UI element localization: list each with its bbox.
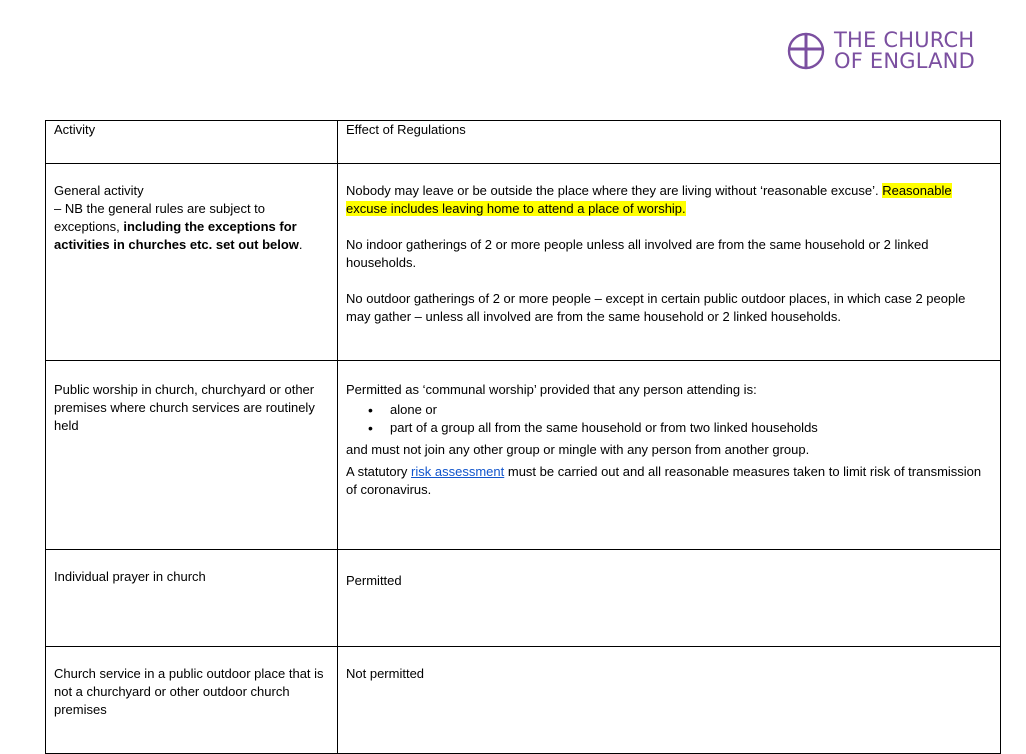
header-effect: Effect of Regulations <box>338 121 1001 164</box>
table-row <box>46 361 1001 550</box>
regulations-table <box>45 120 1001 754</box>
activity-cell: Church service in a public outdoor place that is not a churchyard or other outdoor church premises <box>46 647 338 754</box>
table-row <box>46 164 1001 361</box>
logo-line-2: OF ENGLAND <box>834 49 975 73</box>
effect-cell <box>338 164 1001 361</box>
activity-cell <box>46 164 338 361</box>
condition-list <box>346 401 992 437</box>
statutory-prefix: A statutory <box>346 464 412 479</box>
table-row <box>46 550 1001 647</box>
cross-circle-icon <box>786 31 826 71</box>
activity-cell: Public worship in church, churchyard or other premises where church services are routinely held <box>46 361 338 550</box>
effect-paragraph-3: No outdoor gatherings of 2 or more people – except in certain public outdoor places, in which case 2 people may gather – unless all involved are from the same household or 2 linked households. <box>346 291 966 324</box>
effect-statutory <box>346 463 992 499</box>
statutory-suffix: must be carried out and all reasonable measures taken to limit risk of transmission of coronavirus. <box>346 464 982 497</box>
church-of-england-logo <box>786 28 975 74</box>
effect-intro: Permitted as ‘communal worship’ provided that any person attending is: <box>346 382 757 397</box>
list-item: • part of a group all from the same household or from two linked households <box>390 419 992 437</box>
effect-paragraph-1 <box>346 182 992 218</box>
activity-title: General activity <box>54 183 144 198</box>
activity-note <box>54 200 329 254</box>
effect-paragraph-2: No indoor gatherings of 2 or more people unless all involved are from the same household or 2 linked households. <box>346 237 929 270</box>
table-header-row <box>46 121 1001 164</box>
effect-cell: Permitted <box>338 550 1001 647</box>
highlighted-text: Reasonable excuse includes leaving home to attend a place of worship. <box>346 183 952 216</box>
effect-plain-text: Nobody may leave or be outside the place where they are living without ‘reasonable excuse’. <box>346 183 883 198</box>
logo-wordmark <box>834 30 975 72</box>
header-activity: Activity <box>46 121 338 164</box>
list-item: • alone or <box>390 401 992 419</box>
table-row <box>46 647 1001 754</box>
logo-line-1: THE CHURCH <box>834 28 975 52</box>
effect-cell <box>338 361 1001 550</box>
activity-note-suffix: . <box>298 237 303 252</box>
activity-note-text: – NB the general rules are subject to exceptions, <box>54 201 266 234</box>
activity-note-bold: including the exceptions for activities in churches etc. set out below <box>54 219 299 252</box>
effect-after: and must not join any other group or mingle with any person from another group. <box>346 442 810 457</box>
risk-assessment-link[interactable]: risk assessment <box>411 464 505 479</box>
activity-cell: Individual prayer in church <box>46 550 338 647</box>
effect-cell: Not permitted <box>338 647 1001 754</box>
